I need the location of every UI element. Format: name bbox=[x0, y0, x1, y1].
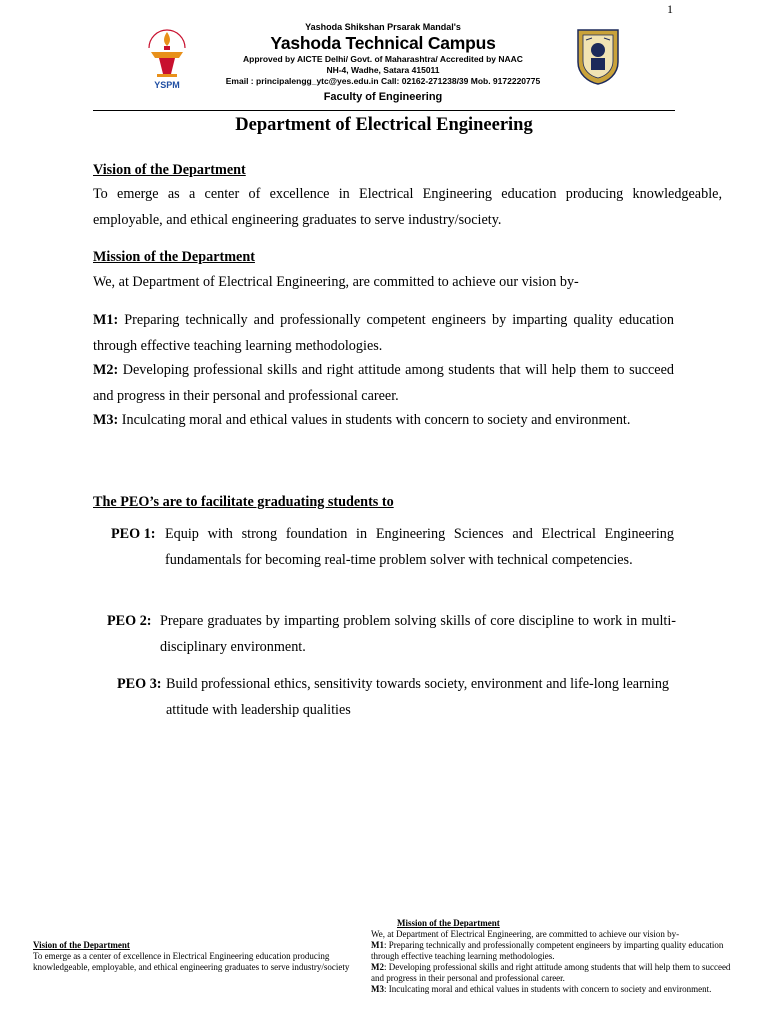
footer-mission-item: M1: Preparing technically and professionally competent engineers by imparting quality education through effective teaching learning methodologies. bbox=[371, 940, 724, 961]
address-line: NH-4, Wadhe, Satara 415011 bbox=[326, 65, 440, 75]
ytc-logo-icon bbox=[143, 26, 191, 94]
mission-heading: Mission of the Department bbox=[93, 249, 255, 265]
vision-heading: Vision of the Department bbox=[93, 162, 246, 178]
mission-text: Developing professional skills and right attitude among students that will help them to succeed and progress in their personal and professional career. bbox=[93, 362, 674, 404]
footer-mission bbox=[371, 918, 737, 995]
mission-label: M3: bbox=[93, 412, 119, 428]
page-number: 1 bbox=[667, 2, 673, 16]
page-title: Department of Electrical Engineering bbox=[235, 115, 533, 135]
vision-text: To emerge as a center of excellence in Electrical Engineering education producing knowledgeable, employable, and ethical engineering graduates to serve industry/society. bbox=[93, 186, 722, 228]
approval-line: Approved by AICTE Delhi/ Govt. of Maharashtra/ Accredited by NAAC bbox=[243, 54, 523, 64]
peo-label: PEO 2: bbox=[107, 613, 152, 629]
mission-text: Inculcating moral and ethical values in students with concern to society and environment. bbox=[118, 412, 631, 428]
peo-label: PEO 1: bbox=[111, 526, 156, 542]
campus-name: Yashoda Technical Campus bbox=[270, 33, 496, 53]
university-seal-icon bbox=[574, 26, 622, 86]
mission-label: M2: bbox=[93, 362, 119, 378]
peo-heading: The PEO’s are to facilitate graduating students to bbox=[93, 494, 394, 510]
peo-text: Build professional ethics, sensitivity towards society, environment and life-long learning attitude with leadership qualities bbox=[166, 676, 670, 718]
mission-item bbox=[93, 408, 674, 434]
footer-vision-heading: Vision of the Department bbox=[33, 940, 130, 950]
logo-left-text: YSPM bbox=[154, 80, 180, 90]
mission-label: M1: bbox=[93, 312, 119, 328]
peo-label: PEO 3: bbox=[117, 676, 162, 692]
contact-line: Email : principalengg_ytc@yes.edu.in Call: 02162-271238/39 Mob. 9172220775 bbox=[225, 76, 541, 86]
mission-item bbox=[93, 308, 674, 359]
society-name: Yashoda Shikshan Prsarak Mandal's bbox=[305, 22, 461, 32]
mission-text: Preparing technically and professionally competent engineers by imparting quality education through effective teaching learning methodologies. bbox=[93, 312, 674, 354]
footer-vision bbox=[33, 940, 358, 973]
mission-intro: We, at Department of Electrical Engineering, are committed to achieve our vision by- bbox=[93, 274, 579, 290]
footer-mission-heading: Mission of the Department bbox=[397, 918, 500, 928]
peo-text: Prepare graduates by imparting problem solving skills of core discipline to work in multi-disciplinary environment. bbox=[160, 613, 676, 655]
mission-item bbox=[93, 358, 674, 409]
faculty-name: Faculty of Engineering bbox=[323, 91, 443, 103]
footer-mission-item: M3: Inculcating moral and ethical values in students with concern to society and environment. bbox=[371, 984, 712, 994]
peo-text: Equip with strong foundation in Engineering Sciences and Electrical Engineering fundamentals for becoming real-time problem solver with technical competencies. bbox=[165, 526, 674, 568]
footer-vision-text: To emerge as a center of excellence in Electrical Engineering education producing knowledgeable, employable, and ethical engineering graduates to serve industry/society bbox=[33, 951, 350, 972]
footer-mission-intro: We, at Department of Electrical Engineering, are committed to achieve our vision by- bbox=[371, 929, 680, 939]
header-divider bbox=[93, 110, 675, 111]
footer-mission-item: M2: Developing professional skills and right attitude among students that will help them to succeed and progress in their personal and professional career. bbox=[371, 962, 731, 983]
letterhead bbox=[190, 20, 576, 103]
